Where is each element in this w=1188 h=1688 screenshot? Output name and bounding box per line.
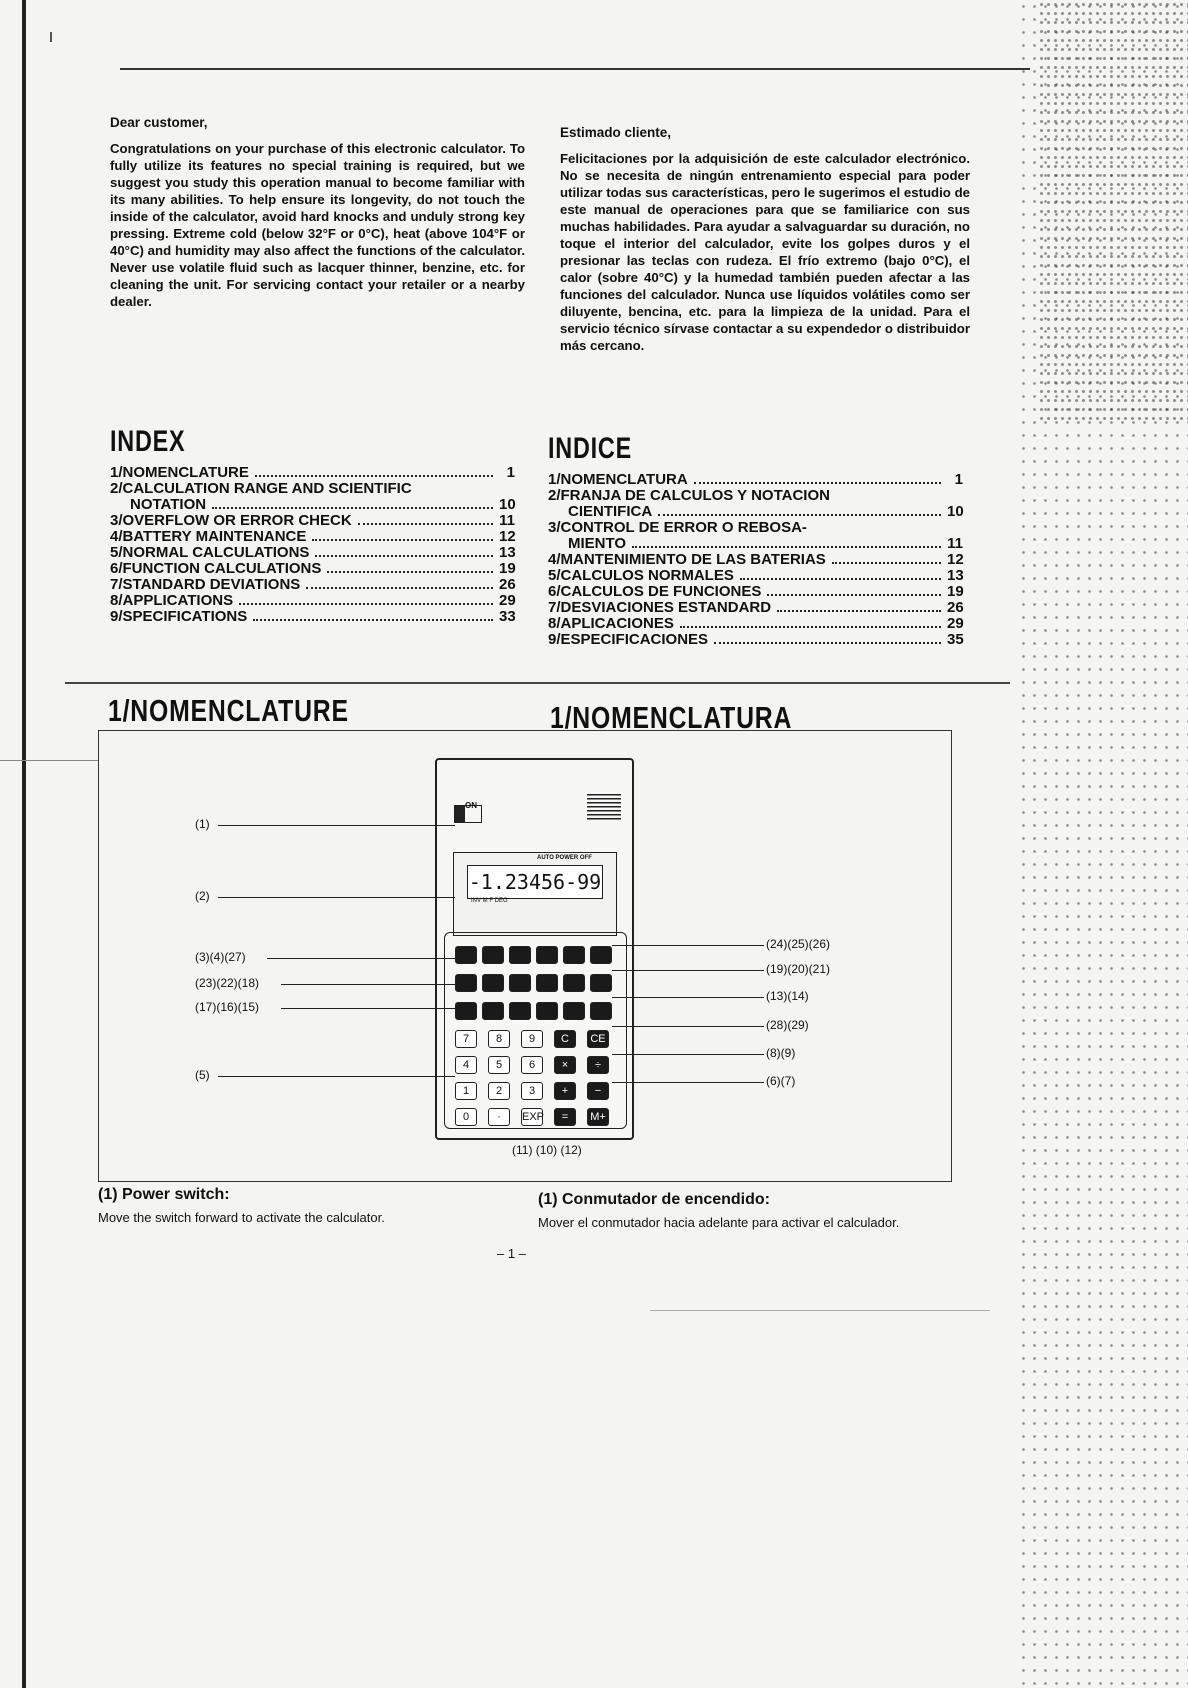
index-entry [110,593,515,609]
index-entry-page: 26 [499,576,516,593]
leader-line [218,1076,455,1077]
callout-label-left: (2) [195,889,210,903]
index-entry-page: 26 [947,599,964,616]
auto-power-off-label: AUTO POWER OFF [537,855,592,861]
leader-dots [312,539,493,541]
english-greeting: Dear customer, [110,115,208,130]
leader-dots [255,475,493,477]
function-key [563,974,585,992]
calculator-key: 4 [455,1056,477,1074]
english-index [110,425,515,625]
index-entry-title: 9/SPECIFICATIONS [110,608,248,625]
function-key [590,974,612,992]
scan-noise-dense [1038,0,1188,420]
leader-dots [694,482,941,484]
function-key [536,1002,558,1020]
function-key [590,1002,612,1020]
calculator-key: 8 [488,1030,510,1048]
index-entry-page: 29 [947,615,964,632]
index-entry-page: 1 [954,471,963,488]
calculator-key: EXP [521,1108,543,1126]
index-entry-title: 7/DESVIACIONES ESTANDARD [548,599,772,616]
function-key [455,1002,477,1020]
calculator-key: 7 [455,1030,477,1048]
calculator-key: 0 [455,1108,477,1126]
function-key [455,974,477,992]
leader-dots [658,514,941,516]
callout-label-bottom: (11) (10) (12) [512,1143,582,1157]
index-entry-continuation: CIENTIFICA [568,503,653,520]
english-caption-head: (1) Power switch: [98,1186,230,1203]
index-entry [548,472,963,488]
callout-label-left: (1) [195,817,210,831]
index-entry-page: 19 [499,560,516,577]
index-entry-page: 12 [947,551,964,568]
index-entry-continuation: MIENTO [568,535,627,552]
index-entry-title: 7/STANDARD DEVIATIONS [110,576,301,593]
calculator-key: 1 [455,1082,477,1100]
page-number: – 1 – [497,1246,526,1261]
index-entry [110,577,515,593]
callout-label-right: (24)(25)(26) [766,937,831,951]
callout-label-right: (28)(29) [766,1018,809,1032]
index-entry-page: 35 [947,631,964,648]
spanish-index-list [548,472,963,648]
function-key [590,946,612,964]
calculator-key: 5 [488,1056,510,1074]
leader-dots [680,626,941,628]
leader-line [218,825,455,826]
index-entry-title: 4/MANTENIMIENTO DE LAS BATERIAS [548,551,826,568]
callout-label-right: (13)(14) [766,989,809,1003]
english-caption [98,1186,518,1225]
calculator-drawing [435,758,634,1140]
function-key [482,946,504,964]
index-entry [110,609,515,625]
leader-dots [714,642,941,644]
leader-line [267,958,455,959]
spanish-caption [538,1191,958,1230]
calculator-key: + [554,1082,576,1100]
leader-line [612,970,764,971]
english-index-title: INDEX [110,425,186,458]
callout-label-right: (8)(9) [766,1046,796,1060]
calculator-key: 6 [521,1056,543,1074]
top-rule [120,68,1030,70]
leader-line [281,984,455,985]
index-entry-title: 6/CALCULOS DE FUNCIONES [548,583,762,600]
function-key [509,1002,531,1020]
spanish-intro [560,125,970,354]
english-paragraph: Congratulations on your purchase of this electronic calculator. To fully utilize its features no special training is required, but we suggest you study this operation manual to become familiar with its many abilities. To help ensure its longevity, do not touch the inside of the calculator, avoid hard knocks and unduly strong key pressing. Extreme cold (below 32°F or 0°C), heat (above 104°F or 40°C) and humidity may also affect the functions of the calculator. Never use volatile fluid such as lacquer thinner, benzine, etc. for cleaning the unit. For servicing contact your retailer or a nearby dealer. [110,141,525,309]
index-entry-page: 13 [947,567,964,584]
index-entry [548,552,963,568]
binding-edge [22,0,26,1688]
callout-label-right: (6)(7) [766,1074,796,1088]
spanish-section-title: 1/NOMENCLATURA [550,700,793,735]
grille-pattern [587,794,621,820]
index-entry [110,481,515,513]
leader-dots [767,594,941,596]
function-key [563,1002,585,1020]
calculator-key: × [554,1056,576,1074]
leader-line [281,1008,455,1009]
english-section-title: 1/NOMENCLATURE [108,693,349,728]
index-entry [110,561,515,577]
function-key [536,974,558,992]
leader-dots [832,562,941,564]
index-entry-page: 1 [506,464,515,481]
power-on-label: ON [465,801,477,810]
index-entry [110,529,515,545]
display-indicators: INV M F DEG [471,898,508,904]
calculator-key: = [554,1108,576,1126]
index-entry-title: 5/NORMAL CALCULATIONS [110,544,310,561]
index-entry [110,545,515,561]
spanish-paragraph: Felicitaciones por la adquisición de este calculador electrónico. No se necesita de ningún entrenamiento especial para poder utilizar todas sus características, pero le sugerimos el estudio de este manual de operaciones para que se familiarice con sus muchas habilidades. Para ayudar a salvaguardar su duración, no toque el interior del calculador, evite los golpes duros y el presionar las teclas con rudeza. El frío extremo (bajo 0°C), el calor (sobre 40°C) y la humedad también pueden afectar a las funciones del calculador. Nunca use líquidos volátiles como ser diluyente, bencina, etc. para la limpieza de la unidad. Para el servicio técnico sírvase contactar a su expendedor o distribuidor más cercano. [560,151,970,353]
calculator-key: CE [587,1030,609,1048]
index-entry-page: 12 [499,528,516,545]
index-entry-title: 5/CALCULOS NORMALES [548,567,734,584]
callout-label-left: (23)(22)(18) [195,976,260,990]
index-entry-title: 4/BATTERY MAINTENANCE [110,528,307,545]
spanish-greeting: Estimado cliente, [560,125,672,140]
calculator-key: 9 [521,1030,543,1048]
english-caption-body: Move the switch forward to activate the calculator. [98,1210,385,1225]
leader-dots [327,571,493,573]
leader-dots [777,610,941,612]
figure-edge-line [0,760,98,761]
section-rule [65,682,1010,684]
bottom-faint-rule [650,1310,990,1311]
calculator-key: 2 [488,1082,510,1100]
function-key [563,946,585,964]
spanish-caption-body: Mover el conmutador hacia adelante para activar el calculador. [538,1215,900,1230]
english-intro [110,115,525,310]
leader-line [612,1082,764,1083]
index-entry-title: 8/APLICACIONES [548,615,674,632]
spanish-caption-head: (1) Conmutador de encendido: [538,1191,770,1208]
callout-label-left: (3)(4)(27) [195,950,246,964]
index-entry-title: 9/ESPECIFICACIONES [548,631,709,648]
function-key [482,974,504,992]
margin-mark [50,32,52,42]
index-entry-title: 1/NOMENCLATURA [548,471,688,488]
index-entry [110,513,515,529]
calculator-key: ÷ [587,1056,609,1074]
calculator-key: · [488,1108,510,1126]
index-entry [548,600,963,616]
english-index-list [110,465,515,625]
index-entry-page: 19 [947,583,964,600]
index-entry [110,465,515,481]
index-entry [548,520,963,552]
calculator-key: 3 [521,1082,543,1100]
leader-dots [315,555,493,557]
leader-dots [306,587,493,589]
calculator-key: M+ [587,1108,609,1126]
index-entry [548,568,963,584]
index-entry-title: 3/OVERFLOW OR ERROR CHECK [110,512,352,529]
index-entry-page: 10 [947,503,964,520]
callout-label-right: (19)(20)(21) [766,962,831,976]
spanish-index [548,432,963,648]
index-entry-title: 6/FUNCTION CALCULATIONS [110,560,322,577]
callout-label-left: (17)(16)(15) [195,1000,260,1014]
leader-dots [632,546,941,548]
leader-line [612,997,764,998]
index-entry [548,632,963,648]
spanish-index-title: INDICE [548,432,632,465]
index-entry-title: 1/NOMENCLATURE [110,464,249,481]
function-key [509,974,531,992]
leader-line [218,897,455,898]
index-entry-title: 2/CALCULATION RANGE AND SCIENTIFIC [110,480,412,497]
leader-dots [239,603,493,605]
index-entry-page: 11 [499,512,515,529]
leader-dots [740,578,941,580]
index-entry [548,616,963,632]
index-entry-page: 10 [499,496,516,513]
function-key [455,946,477,964]
calculator-key: − [587,1082,609,1100]
leader-line [612,945,764,946]
index-entry-continuation: NOTATION [130,496,207,513]
index-entry [548,488,963,520]
leader-line [612,1054,764,1055]
function-key [509,946,531,964]
leader-dots [358,523,493,525]
leader-dots [253,619,493,621]
index-entry-title: 8/APPLICATIONS [110,592,234,609]
leader-line [612,1026,764,1027]
index-entry-title: 3/CONTROL DE ERROR O REBOSA- [548,519,807,536]
index-entry-page: 11 [947,535,963,552]
index-entry-title: 2/FRANJA DE CALCULOS Y NOTACION [548,487,830,504]
callout-label-left: (5) [195,1068,210,1082]
leader-dots [212,507,493,509]
index-entry-page: 29 [499,592,516,609]
index-entry-page: 13 [499,544,516,561]
function-key [536,946,558,964]
lcd-display: -1.23456-99 [467,865,603,899]
index-entry [548,584,963,600]
function-key [482,1002,504,1020]
index-entry-page: 33 [499,608,516,625]
calculator-key: C [554,1030,576,1048]
